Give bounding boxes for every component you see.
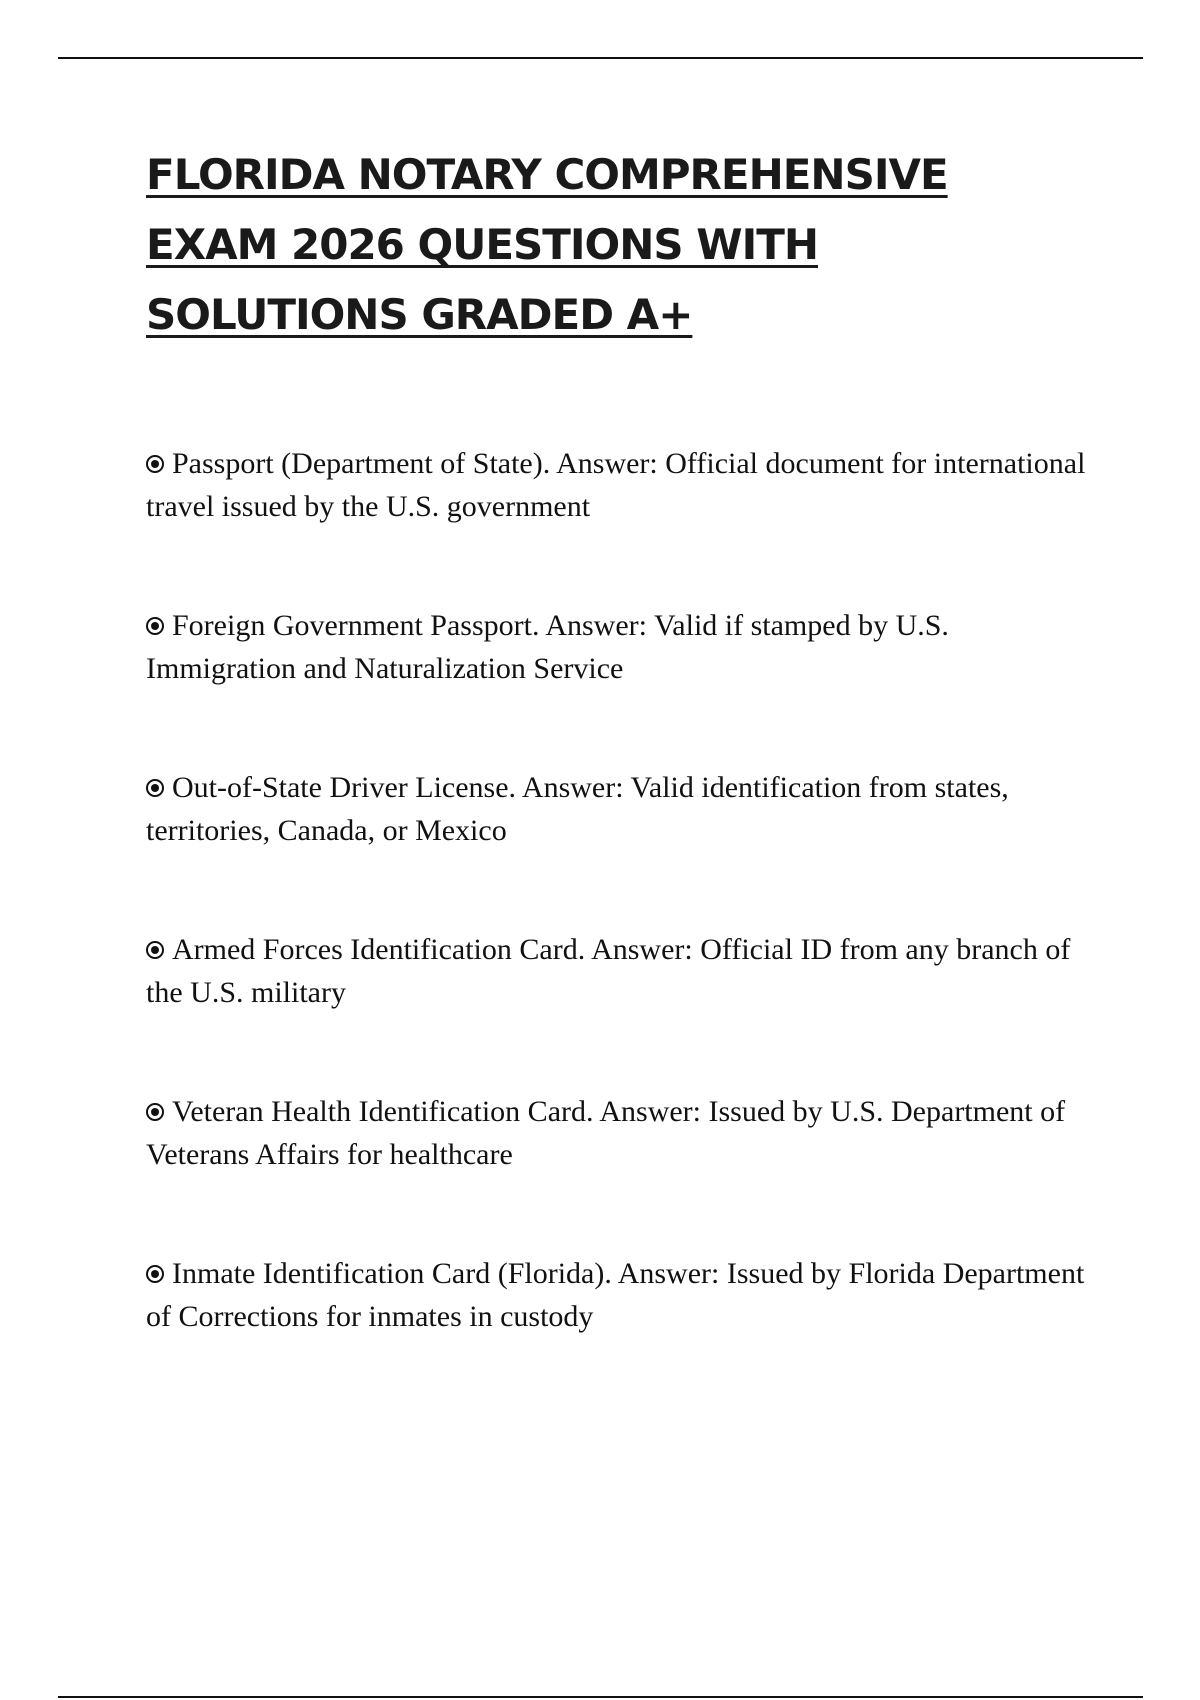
list-item: [146, 442, 1096, 528]
radio-bullet-icon: [146, 941, 164, 959]
list-item: [146, 1090, 1096, 1176]
answer-text: Issued by Florida Department of Corrections for inmates in custody: [146, 1257, 1085, 1333]
list-item: [146, 604, 1096, 690]
answer-label: Answer:: [521, 771, 624, 804]
question-text: Passport (Department of State).: [172, 447, 551, 480]
answer-label: Answer:: [545, 609, 647, 642]
list-item: [146, 928, 1096, 1014]
answer-text: Valid identification from states, territories, Canada, or Mexico: [146, 771, 1009, 847]
radio-bullet-icon: [146, 1103, 164, 1121]
question-list: [146, 442, 1096, 1414]
bottom-rule: [58, 1696, 1143, 1698]
answer-text: Official ID from any branch of the U.S. military: [146, 933, 1071, 1009]
list-item: [146, 766, 1096, 852]
radio-bullet-icon: [146, 1265, 164, 1283]
document-title: FLORIDA NOTARY COMPREHENSIVE EXAM 2026 QUESTIONS WITH SOLUTIONS GRADED A+: [146, 150, 948, 339]
top-rule: [58, 57, 1143, 59]
answer-label: Answer:: [556, 447, 658, 480]
radio-bullet-icon: [146, 455, 164, 473]
list-item: [146, 1252, 1096, 1338]
answer-label: Answer:: [591, 933, 693, 966]
answer-label: Answer:: [599, 1095, 702, 1128]
answer-text: Official document for international travel issued by the U.S. government: [146, 447, 1086, 523]
answer-label: Answer:: [617, 1257, 720, 1290]
question-text: Foreign Government Passport.: [172, 609, 540, 642]
radio-bullet-icon: [146, 779, 164, 797]
question-text: Veteran Health Identification Card.: [172, 1095, 594, 1128]
answer-text: Valid if stamped by U.S. Immigration and Naturalization Service: [146, 609, 949, 685]
answer-text: Issued by U.S. Department of Veterans Affairs for healthcare: [146, 1095, 1066, 1171]
radio-bullet-icon: [146, 617, 164, 635]
question-text: Armed Forces Identification Card.: [172, 933, 586, 966]
question-text: Inmate Identification Card (Florida).: [172, 1257, 612, 1290]
question-text: Out-of-State Driver License.: [172, 771, 517, 804]
